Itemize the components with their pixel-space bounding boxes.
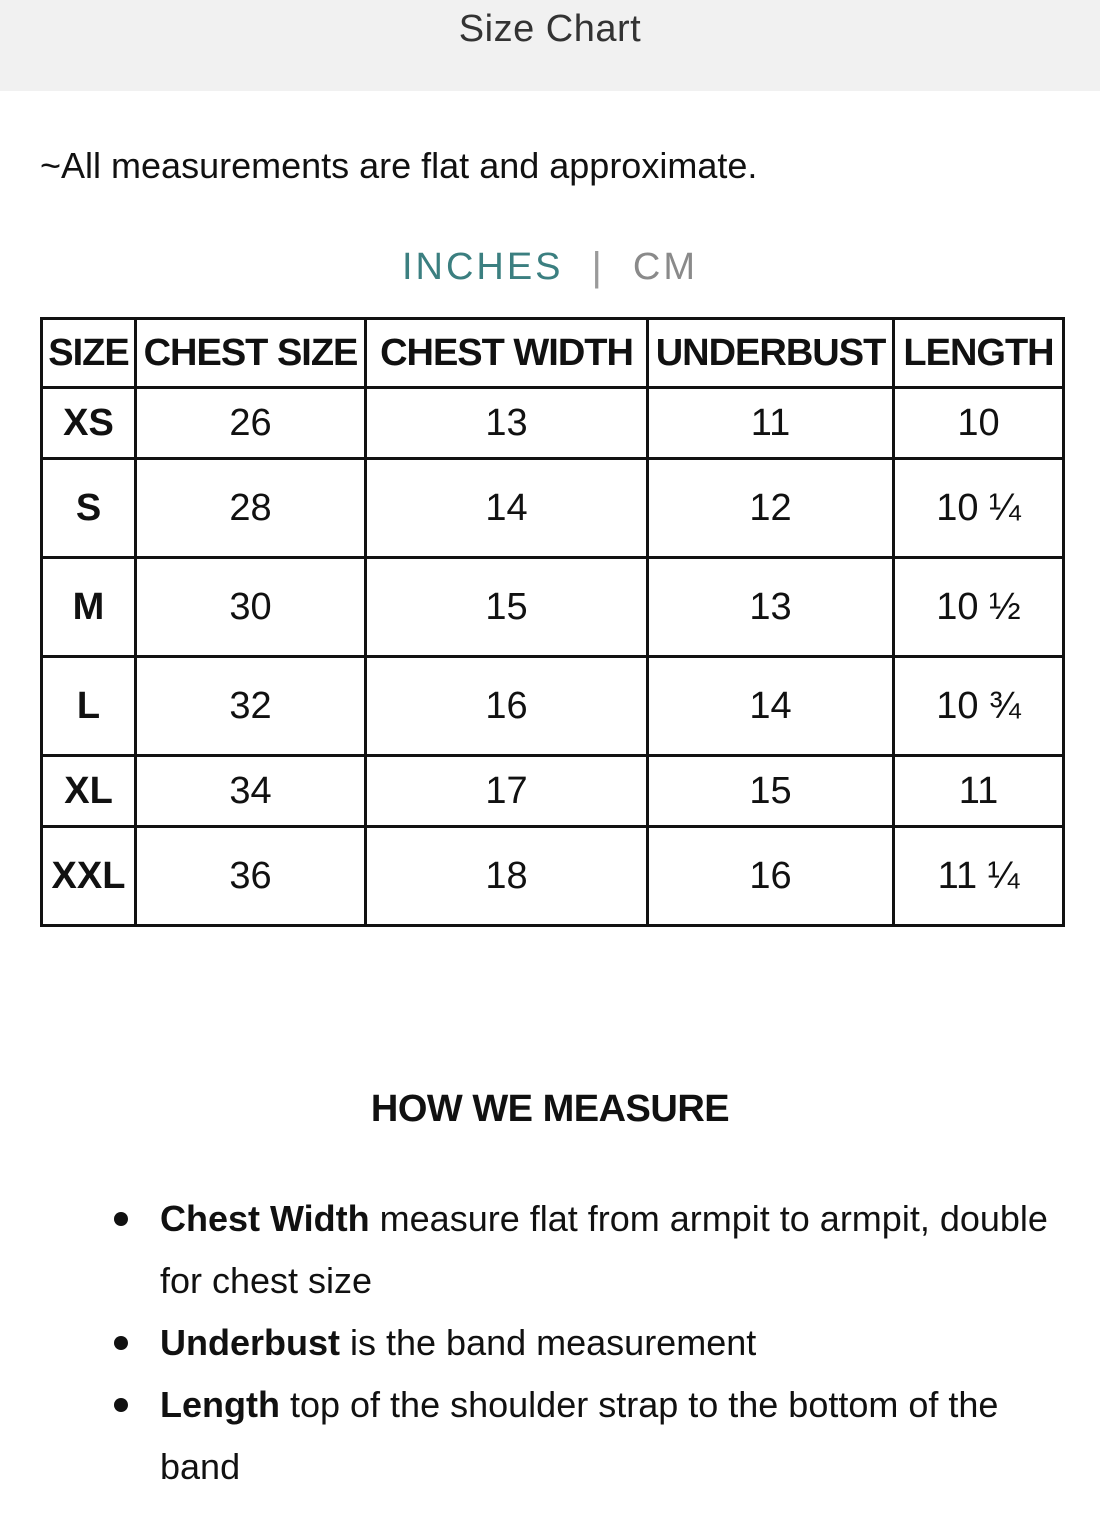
- size-cell: L: [42, 657, 136, 756]
- underbust-cell: 13: [648, 558, 894, 657]
- list-item: [160, 1188, 1060, 1312]
- length-cell: 10 ¾: [894, 657, 1064, 756]
- column-header-size: SIZE: [42, 319, 136, 388]
- term-description: is the band measurement: [340, 1322, 757, 1363]
- column-header-chest-width: CHEST WIDTH: [366, 319, 648, 388]
- table-row: [42, 558, 1064, 657]
- column-header-chest-size: CHEST SIZE: [136, 319, 366, 388]
- underbust-cell: 12: [648, 459, 894, 558]
- chest-width-cell: 18: [366, 827, 648, 926]
- chest-width-cell: 15: [366, 558, 648, 657]
- column-header-underbust: UNDERBUST: [648, 319, 894, 388]
- size-cell: XXL: [42, 827, 136, 926]
- length-cell: 10: [894, 388, 1064, 459]
- unit-toggle: [0, 245, 1100, 290]
- term-length: Length: [160, 1384, 280, 1425]
- list-item: [160, 1312, 1060, 1374]
- unit-separator: |: [591, 245, 605, 289]
- measurement-note: ~All measurements are flat and approximate.: [40, 145, 758, 186]
- chest-size-cell: 28: [136, 459, 366, 558]
- size-cell: M: [42, 558, 136, 657]
- length-cell: 11: [894, 756, 1064, 827]
- chest-size-cell: 26: [136, 388, 366, 459]
- table-header-row: [42, 319, 1064, 388]
- underbust-cell: 16: [648, 827, 894, 926]
- term-description: measure flat from armpit to armpit, double for chest size: [160, 1198, 1048, 1301]
- chest-width-cell: 16: [366, 657, 648, 756]
- list-item: [160, 1374, 1060, 1498]
- length-cell: 10 ½: [894, 558, 1064, 657]
- table-row: [42, 388, 1064, 459]
- modal-header: [0, 0, 1100, 91]
- how-we-measure-heading: HOW WE MEASURE: [370, 1088, 730, 1130]
- chest-width-cell: 17: [366, 756, 648, 827]
- chest-width-cell: 14: [366, 459, 648, 558]
- term-description: top of the shoulder strap to the bottom of the band: [160, 1384, 999, 1487]
- table-row: [42, 756, 1064, 827]
- size-cell: XS: [42, 388, 136, 459]
- table-row: [42, 657, 1064, 756]
- chest-size-cell: 34: [136, 756, 366, 827]
- unit-inches-tab[interactable]: INCHES: [401, 246, 564, 288]
- length-cell: 11 ¼: [894, 827, 1064, 926]
- page-title: Size Chart: [458, 8, 642, 50]
- column-header-length: LENGTH: [894, 319, 1064, 388]
- underbust-cell: 14: [648, 657, 894, 756]
- measure-list: [160, 1188, 1060, 1498]
- underbust-cell: 15: [648, 756, 894, 827]
- chest-size-cell: 32: [136, 657, 366, 756]
- chest-size-cell: 30: [136, 558, 366, 657]
- term-underbust: Underbust: [160, 1322, 340, 1363]
- size-cell: XL: [42, 756, 136, 827]
- size-table: [40, 317, 1065, 927]
- unit-cm-tab[interactable]: CM: [632, 246, 699, 288]
- chest-size-cell: 36: [136, 827, 366, 926]
- term-chest-width: Chest Width: [160, 1198, 370, 1239]
- chest-width-cell: 13: [366, 388, 648, 459]
- table-row: [42, 827, 1064, 926]
- size-cell: S: [42, 459, 136, 558]
- length-cell: 10 ¼: [894, 459, 1064, 558]
- underbust-cell: 11: [648, 388, 894, 459]
- table-row: [42, 459, 1064, 558]
